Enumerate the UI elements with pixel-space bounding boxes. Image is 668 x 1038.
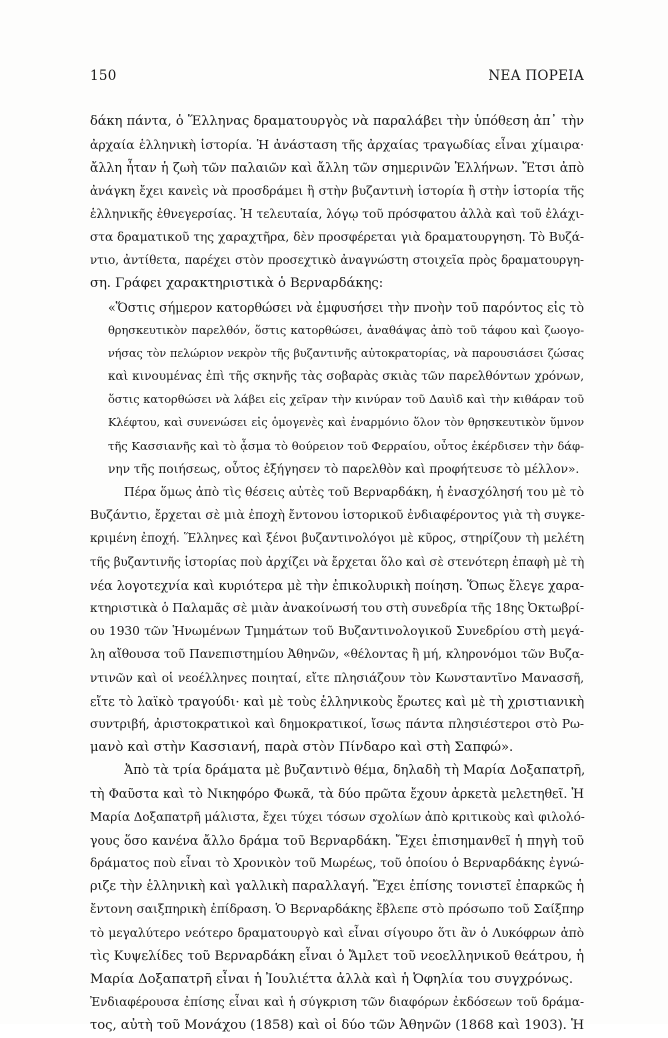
- text-line: Ἐνδιαφέρουσα ἐπίσης εἶναι καὶ ἡ σύγκριση τῶν διαφόρων ἐκδόσεων τοῦ δράμα-: [90, 995, 584, 1010]
- text-line: τὸ μεγαλύτερο νεότερο δραματουργὸ καὶ εἶναι σίγουρο ὅτι ἂν ὁ Λυκόφρων ἀπὸ: [90, 925, 584, 940]
- text-line: ἀρχαία ἑλληνικὴ ἱστορία. Ἡ ἀνάσταση τῆς ἀρχαίας τραγωδίας εἶναι χίμαιρα·: [90, 137, 584, 153]
- text-line: Μαρία Δοξαπατρῆ μάλιστα, ἔχει τύχει τόσων σχολίων ἀπὸ κριτικοὺς καὶ φιλολό-: [90, 809, 585, 824]
- page-header: [90, 68, 584, 88]
- text-line: συντριβή, ἀριστοκρατικοὶ καὶ δημοκρατικοί, ἴσως πάντα πλησιέστεροι στὸ Ρω-: [90, 716, 584, 731]
- text-line: ντινῶν καὶ οἱ νεοέλληνες ποιηταί, εἴτε πλησιάζουν τὸν Κωνσταντῖνο Μανασσῆ,: [90, 670, 584, 685]
- text-line: ση. Γράφει χαρακτηριστικὰ ὁ Βερναρδάκης:: [90, 276, 384, 292]
- text-line: ντιο, ἀντίθετα, παρέχει στὸν προσεχτικὸ ἀναγνώστη στοιχεῖα πρὸς δραματουργη-: [90, 253, 584, 268]
- text-line: στα δραματικοῦ της χαραχτῆρα, δὲν προσφέρεται γιὰ δραματουργηση. Τὸ Βυζά-: [90, 229, 584, 244]
- text-line: γους ὅσο κανένα ἄλλο δράμα τοῦ Βερναρδάκη. Ἔχει ἐπισημανθεῖ ἡ πηγὴ τοῦ: [90, 832, 584, 848]
- text-line: τὴ Φαῦστα καὶ τὸ Νικηφόρο Φωκᾶ, τὰ δύο πρῶτα ἔχουν ἀρκετὰ μελετηθεῖ. Ἡ: [90, 786, 584, 802]
- text-line: «Ὅστις σήμερον κατορθώσει νὰ ἐμφυσήσει τὴν πνοὴν τοῦ παρόντος εἰς τὸ: [108, 299, 584, 315]
- text-line: ὅστις κατορθώσει νὰ λάβει εἰς χεῖραν τὴν κινύραν τοῦ Δαυὶδ καὶ τὴν κιθάραν τοῦ: [108, 392, 584, 407]
- text-line: νην τῆς ποιήσεως, οὗτος ἐξήγησεν τὸ παρελθὸν καὶ προφήτευσε τὸ μέλλον».: [108, 461, 580, 476]
- text-line: Μαρία Δοξαπατρῆ εἶναι ἡ Ἰουλιέττα ἀλλὰ καὶ ἡ Ὀφηλία του συγχρόνως.: [90, 971, 574, 987]
- text-line: θρησκευτικὸν παρελθόν, ὅστις κατορθώσει, ἀναθάψας ἀπὸ τοῦ τάφου καὶ ζωογο-: [108, 322, 584, 337]
- text-line: τῆς βυζαντινῆς ἱστορίας ποὺ ἀρχίζει νὰ ἔρχεται ὅλο καὶ σὲ στενότερη ἐπαφὴ μὲ τὴ: [90, 554, 585, 569]
- text-line: Κλέφτου, καὶ συνενώσει εἰς ὁμογενὲς καὶ ἐναρμόνιο ὅλον τὸν θρησκευτικὸν ὕμνον: [108, 416, 584, 430]
- text-line: τος, αὐτὴ τοῦ Μονάχου (1858) καὶ οἱ δύο τῶν Ἀθηνῶν (1868 καὶ 1903). Ἡ: [90, 1018, 584, 1034]
- page-number: 150: [90, 68, 117, 84]
- text-line: λη αἴθουσα τοῦ Πανεπιστημίου Ἀθηνῶν, «θέλοντας ἢ μή, κληρονόμοι τῶν Βυζα-: [90, 647, 584, 662]
- text-line: ἄλλη ἦταν ἡ ζωὴ τῶν παλαιῶν καὶ ἄλλη τῶν σημερινῶν Ἑλλήνων. Ἔτσι ἀπὸ: [90, 160, 584, 176]
- running-title: ΝΕΑ ΠΟΡΕΙΑ: [488, 68, 584, 84]
- text-line: νέα λογοτεχνία καὶ κυριότερα μὲ τὴν ἐπικολυρικὴ ποίηση. Ὅπως ἔλεγε χαρα-: [90, 577, 584, 593]
- text-line: ου 1930 τῶν Ἡνωμένων Τμημάτων τοῦ Βυζαντινολογικοῦ Συνεδρίου στὴ μεγά-: [90, 624, 584, 639]
- text-line: τῆς Κασσιανῆς καὶ τὸ ᾆσμα τὸ θούρειον τοῦ Φερραίου, οὗτος ἐκέρδισεν τὴν δάφ-: [108, 438, 584, 453]
- text-line: δάκη πάντα, ὁ Ἕλληνας δραματουργὸς νὰ παραλάβει τὴν ὑπόθεση ἀπ᾽ τὴν: [90, 114, 584, 129]
- text-line: Ἀπὸ τὰ τρία δράματα μὲ βυζαντινὸ θέμα, δηλαδὴ τὴ Μαρία Δοξαπατρῆ,: [124, 763, 586, 779]
- text-line: ἀνάγκη ἔχει κανεὶς νὰ προσδράμει ἢ στὴν βυζαντινὴ ἱστορία ἢ στὴν ἱστορία τῆς: [90, 183, 584, 198]
- body-text: [90, 110, 584, 1038]
- text-line: Βυζάντιο, ἔρχεται σὲ μιὰ ἐποχὴ ἔντονου ἱστορικοῦ ἐνδιαφέροντος γιὰ τὴ συγκε-: [90, 508, 585, 523]
- text-line: ἑλληνικῆς ἐθνεγερσίας. Ἡ τελευταία, λόγῳ τοῦ πρόσφατου ἀλλὰ καὶ τοῦ ἐλάχι-: [90, 206, 584, 221]
- text-line: δράματος ποὺ εἶναι τὸ Χρονικὸν τοῦ Μωρέως, τοῦ ὁποίου ὁ Βερναρδάκης ἐγνώ-: [90, 856, 584, 870]
- text-line: κτηριστικὰ ὁ Παλαμᾶς σὲ μιὰν ἀνακοίνωσή του στὴ συνεδρία τῆς 18ης Ὀκτωβρί-: [90, 600, 585, 615]
- text-line: καὶ κινουμένας ἐπὶ τῆς σκηνῆς τὰς σοβαρὰς σκιὰς τῶν παρελθόντων χρόνων,: [108, 369, 584, 384]
- text-line: μανὸ καὶ στὴν Κασσιανή, παρὰ στὸν Πίνδαρο καὶ στὴ Σαπφώ».: [90, 740, 514, 756]
- text-line: κριμένη ἐποχή. Ἕλληνες καὶ ξένοι βυζαντινολόγοι μὲ κῦρος, στηρίζουν τὴ μελέτη: [90, 531, 584, 546]
- text-line: εἴτε τὸ λαϊκὸ τραγούδι· καὶ μὲ τοὺς ἑλληνικοὺς ἔρωτες καὶ μὲ τὴ χριστιανικὴ: [90, 693, 585, 709]
- text-line: νήσας τὸν πελώριον νεκρὸν τῆς βυζαντινῆς αὐτοκρατορίας, νὰ παρουσιάσει ζώσας: [108, 346, 584, 360]
- text-line: Πέρα ὅμως ἀπὸ τὶς θέσεις αὐτὲς τοῦ Βερναρδάκη, ἡ ἐνασχόλησή του μὲ τὸ: [124, 485, 584, 499]
- text-line: ἔντονη σαιξπηρικὴ ἐπίδραση. Ὁ Βερναρδάκης ἔβλεπε στὸ πρόσωπο τοῦ Σαίξπηρ: [90, 902, 584, 917]
- text-line: ριζε τὴν ἑλληνικὴ καὶ γαλλικὴ παραλλαγή. Ἔχει ἐπίσης τονιστεῖ ἐπαρκῶς ἡ: [90, 879, 584, 895]
- text-line: τὶς Κυψελίδες τοῦ Βερναρδάκη εἶναι ὁ Ἄμλετ τοῦ νεοελληνικοῦ θεάτρου, ἡ: [90, 948, 584, 964]
